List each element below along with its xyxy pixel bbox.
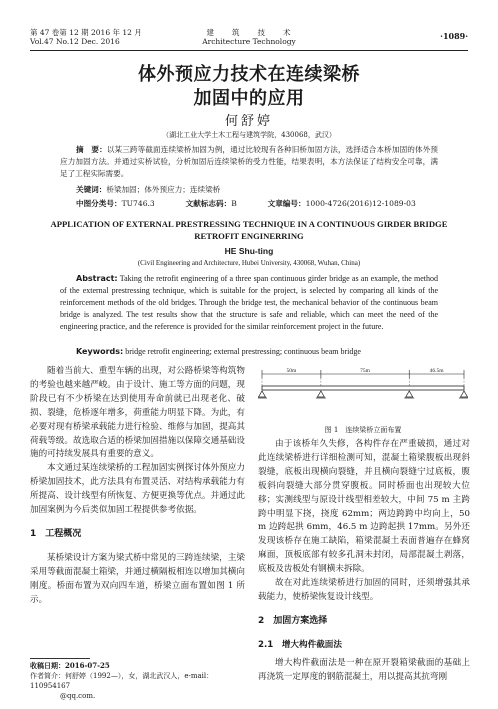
pier-support — [317, 391, 324, 397]
abutment-support — [259, 391, 266, 397]
span-length-label: 75m — [360, 368, 370, 374]
abstract-cn-label: 摘 要： — [76, 145, 107, 154]
author-bio-1: 作者简介：何舒婷（1992—），女，湖北武汉人，e-mail：110954167 — [30, 672, 214, 690]
figure-caption: 图 1 连续梁桥立面布置 — [324, 426, 402, 434]
author-en: HE Shu-ting — [224, 246, 274, 256]
affiliation-en: (Civil Engineering and Architecture, Hubei University, 430068, Wuhan, China) — [137, 259, 361, 267]
keywords-en — [76, 346, 438, 358]
abstract-en-text: Taking the retrofit engineering of a three span continuous girder bridge as an example, the method of the external prestressing technique, which is suitable for the project, is selected by comparing all kinds of the reinforcement methods of the old bridges. Through the bridge test, the mechanical behavior of the continuous beam bridge is analyzed. The test results show that the structure is safe and reliable, which can meet the need of the engineering practice, and the reference is provided for the similar reinforcement project in the future. — [60, 274, 438, 331]
keywords-en-text: bridge retrofit engineering; external prestressing; continuous beam bridge — [125, 347, 361, 356]
article-no-value: 1000-4726(2016)12-1089-03 — [305, 199, 416, 208]
section-heading-2: 2 加固方案选择 — [258, 615, 328, 626]
intro-paragraph-2: 本文通过某连续梁桥的工程加固实例探讨体外预应力桥梁加固技术，此方法具有布置灵活、对结构承载能力有所提高、设计线型有所恢复、方便更换等优点。并通过此加固案例为今后类似加固工程提供参考依据。 — [30, 463, 245, 516]
journal-en: Architecture Technology — [202, 37, 296, 46]
title-cn-line1: 体外预应力技术在连续梁桥 — [138, 64, 360, 85]
volume-cn: 第 47 卷第 12 期 2016 年 12 月 — [30, 28, 142, 37]
keywords-cn-text: 桥梁加固；体外预应力；连续梁桥 — [106, 185, 221, 194]
span-length-label: 50m — [286, 368, 297, 374]
right-column — [258, 438, 470, 685]
title-en: APPLICATION OF EXTERNAL PRESTRESSING TECHNIQUE IN A CONTINUOUS GIRDER BRIDGE RETROFIT ENGINERRING — [50, 219, 448, 241]
volume-en: Vol.47 No.12 Dec. 2016 — [30, 37, 120, 46]
project-paragraph: 某桥梁设计方案为梁式桥中常见的三跨连续梁，主梁采用等截面混凝土箱梁，并通过横隔板相连以增加其横向刚度。桥面布置为双向四车道，桥梁立面布置如图 1 所示。 — [30, 552, 245, 605]
classification-line — [76, 198, 438, 210]
journal-name — [30, 28, 468, 46]
author-bio-2: @qq.com. — [60, 692, 96, 700]
abstract-cn-text: 以某三跨等截面连续梁桥加固为例，通过比较现有各种旧桥加固方法，选择适合本桥加固的体外预应力加固方法。并通过实桥试验，分析加固后连续梁桥的受力性能，结果表明，本方法保证了结构安全可靠，满足了工程实际需要。 — [60, 145, 439, 178]
intro-paragraph-1: 随着当前大、重型车辆的出现，对公路桥梁等构筑物的考验也越来越严峻。由于设计、施工等方面的问题，现阶段已有不少桥梁在达到使用寿命前就已出现老化、破损、裂缝，危桥逐年增多，荷重能力明显下降。为此，有必要对现有桥梁承载能力进行检验、维修与加固，提高其荷载等级。故选取合适的桥梁加固措施以保障交通基础设施的可持续发展具有重要的意义。 — [30, 366, 245, 460]
footnote-rule — [30, 658, 90, 659]
header-rule — [30, 50, 468, 51]
page-number: ·1089· — [440, 31, 468, 41]
abstract-en — [60, 273, 438, 333]
abstract-en-label: Abstract: — [76, 274, 118, 283]
keywords-en-label: Keywords: — [76, 347, 124, 356]
abutment-support — [461, 391, 468, 397]
title-cn-line2: 加固中的应用 — [193, 88, 305, 109]
journal-cn: 建 筑 技 术 — [206, 28, 292, 37]
running-header — [30, 28, 468, 50]
author-cn: 何舒婷 — [224, 114, 273, 129]
section-heading-1: 1 工程概况 — [30, 528, 82, 539]
received-date: 收稿日期：2016-07-25 — [30, 661, 110, 670]
clc-value: TU746.3 — [121, 199, 155, 208]
pier-support — [406, 391, 413, 397]
doc-code-label: 文献标志码： — [185, 199, 232, 208]
goal-paragraph: 故在对此连续梁桥进行加固的同时，还须增强其承载能力，使桥梁恢复设计线型。 — [258, 578, 470, 602]
keywords-cn-label: 关键词： — [76, 185, 107, 194]
damage-paragraph: 由于该桥年久失修，各构件存在严重破损，通过对此连续梁桥进行详细检测可知，混凝土箱梁腹板出现斜裂缝，底板出现横向裂缝，并且横向裂缝宁过底板，腹板斜向裂缝大部分贯穿腹板。同时桥面也出现较大位移；实测线型与原设计线型相差较大，中间 75 m 主跨跨中明显下挠，挠度 62mm；两边跨跨中均向上，50 m 边跨起拱 6mm，46.5 m 边跨起拱 17mm。另外还发现该桥存在施工缺陷，箱梁混凝土表面普遍存在蜂窝麻面，顶板底部有较多孔洞未封闭，局部混凝土剥落，底板及齿板处有钢横未拆除。 — [258, 439, 470, 575]
abstract-cn — [60, 144, 438, 180]
method-paragraph: 增大构件截面法是一种在原开裂箱梁截面的基础上再浇筑一定厚度的钢筋混凝土，用以提高其抗弯刚 — [258, 657, 470, 682]
affiliation-cn: （湖北工业大学土木工程与建筑学院，430068，武汉） — [162, 131, 336, 139]
bridge-deck — [262, 386, 464, 390]
left-column — [30, 365, 245, 608]
keywords-cn — [76, 184, 438, 196]
clc-label: 中图分类号： — [76, 199, 122, 208]
span-length-label: 46.5m — [429, 368, 444, 374]
subsection-heading-2-1: 2.1 增大构件截面法 — [258, 639, 342, 650]
bridge-elevation-figure — [258, 364, 468, 418]
footnote — [30, 661, 245, 701]
article-no-label: 文章编号： — [267, 199, 306, 208]
doc-code-value: B — [231, 199, 237, 208]
